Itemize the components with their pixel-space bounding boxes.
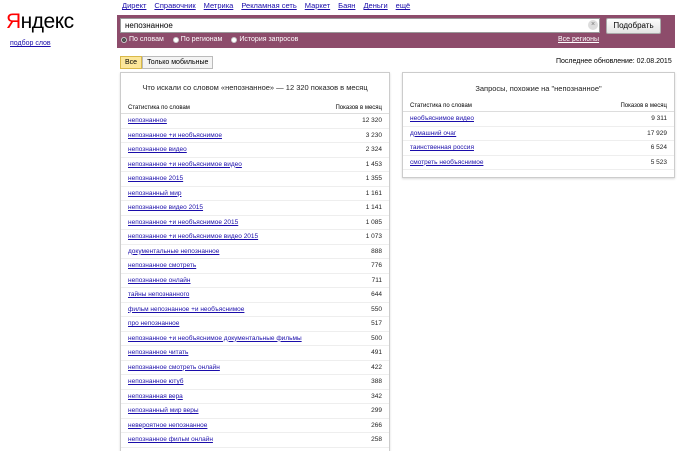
impressions-count: 3 230 (365, 131, 382, 139)
table-row (121, 433, 389, 448)
phrase-link[interactable]: непознанная вера (128, 392, 183, 400)
phrase-link[interactable]: домашний очаг (410, 129, 457, 137)
impressions-count: 711 (371, 276, 382, 284)
impressions-count: 9 311 (651, 115, 667, 122)
impressions-count: 299 (371, 407, 382, 414)
phrase-link[interactable]: непознанный мир веры (128, 407, 199, 414)
impressions-count: 342 (371, 392, 382, 400)
impressions-count: 5 523 (650, 158, 667, 166)
nav-link[interactable]: Директ (122, 1, 147, 10)
top-navigation (122, 1, 410, 10)
table-row (121, 230, 389, 245)
impressions-count: 1 161 (365, 189, 382, 197)
phrase-link[interactable]: непознанное видео (128, 146, 187, 153)
impressions-count: 776 (371, 262, 382, 269)
phrase-link[interactable]: непознанное (128, 117, 167, 124)
logo-letter: Я (6, 10, 21, 33)
impressions-count: 6 524 (650, 144, 667, 151)
stats-table (121, 114, 389, 448)
search-bar (117, 15, 675, 48)
phrase-link[interactable]: непознанное +и необъяснимое видео (128, 160, 242, 168)
search-mode-radio[interactable] (173, 36, 223, 43)
table-row (121, 259, 389, 274)
phrase-link[interactable]: непознанное +и необъяснимое 2015 (128, 218, 239, 226)
table-row (121, 172, 389, 187)
impressions-count: 422 (371, 363, 382, 371)
search-input[interactable]: непознанное (120, 18, 600, 33)
radio-dot-icon (231, 37, 237, 43)
table-row (121, 245, 389, 260)
column-header-words: Статистика по словам (410, 103, 472, 109)
table-row (121, 216, 389, 231)
table-row (121, 303, 389, 318)
column-header-words: Статистика по словам (128, 105, 190, 111)
search-button[interactable]: Подобрать (606, 18, 661, 34)
nav-link[interactable]: Рекламная сеть (241, 1, 297, 10)
panel-title: Что искали со словом «непознанное» — 12 320 показов в месяц (142, 83, 368, 92)
last-updated: Последнее обновление: 02.08.2015 (556, 58, 672, 65)
phrase-link[interactable]: непознанное читать (128, 349, 189, 356)
phrase-link[interactable]: непознанное видео 2015 (128, 204, 204, 211)
phrase-link[interactable]: непознанный мир (128, 189, 182, 197)
impressions-count: 1 355 (365, 175, 382, 182)
impressions-count: 500 (371, 334, 382, 342)
table-row (121, 317, 389, 332)
impressions-count: 2 324 (365, 146, 382, 153)
table-row (121, 158, 389, 173)
table-row (121, 274, 389, 289)
phrase-link[interactable]: непознанное +и необъяснимое (128, 131, 222, 139)
table-row (121, 114, 389, 129)
table-header (121, 105, 389, 114)
table-header (403, 103, 674, 112)
search-mode-radio[interactable] (231, 36, 298, 43)
table-row (403, 127, 674, 142)
table-row (121, 288, 389, 303)
table-row (121, 129, 389, 144)
phrase-link[interactable]: непознанное смотреть (128, 262, 197, 269)
panel-title: Запросы, похожие на "непознанное" (475, 84, 602, 93)
phrase-link[interactable]: документальные непознанное (128, 247, 220, 255)
phrase-link[interactable]: непознанное смотреть онлайн (128, 363, 220, 371)
impressions-count: 550 (371, 305, 382, 313)
impressions-count: 1 073 (365, 233, 382, 240)
similar-table (403, 112, 674, 170)
table-row (121, 404, 389, 419)
nav-link[interactable]: Метрика (203, 1, 234, 10)
table-row (121, 187, 389, 202)
column-header-impressions: Показов в месяц (620, 103, 667, 109)
table-row (403, 141, 674, 156)
table-row (121, 143, 389, 158)
yandex-logo[interactable] (6, 10, 74, 34)
column-header-impressions: Показов в месяц (335, 105, 382, 111)
table-row (121, 332, 389, 347)
nav-link[interactable]: Маркет (304, 1, 331, 10)
phrase-link[interactable]: непознанное +и необъяснимое документальные фильмы (128, 334, 302, 342)
phrase-link[interactable]: тайны непознанного (128, 291, 190, 298)
table-row (121, 346, 389, 361)
impressions-count: 388 (371, 378, 382, 385)
phrase-link[interactable]: фильм непознанное +и необъяснимое (128, 305, 245, 313)
search-mode-radios (121, 36, 298, 43)
phrase-link[interactable]: непознанное онлайн (128, 276, 191, 284)
radio-label: По регионам (180, 36, 223, 43)
all-regions-link[interactable]: Все регионы (558, 36, 600, 43)
logo-rest: ндекс (20, 10, 74, 33)
radio-label: История запросов (239, 36, 299, 43)
impressions-count: 644 (371, 291, 382, 298)
phrase-link[interactable]: про непознанное (128, 320, 180, 327)
impressions-count: 491 (371, 349, 382, 356)
tab-mobile-only[interactable]: Только мобильные (142, 56, 213, 69)
similar-queries-panel (402, 72, 675, 178)
device-tabs (120, 56, 213, 69)
radio-label: По словам (129, 36, 164, 43)
phrase-link[interactable]: необъяснимое видео (410, 115, 474, 122)
nav-link[interactable]: Баян (338, 1, 356, 10)
impressions-count: 258 (371, 436, 382, 443)
impressions-count: 517 (371, 320, 382, 327)
phrase-link[interactable]: таинственная россия (410, 144, 474, 151)
phrase-link[interactable]: непознанное ютуб (128, 378, 184, 385)
table-row (403, 112, 674, 127)
nav-link[interactable]: Справочник (154, 1, 196, 10)
phrase-link[interactable]: непознанное +и необъяснимое видео 2015 (128, 233, 259, 240)
impressions-count: 888 (371, 247, 382, 255)
table-row (121, 390, 389, 405)
radio-dot-icon (173, 37, 179, 43)
impressions-count: 1 141 (365, 204, 382, 211)
table-row (121, 201, 389, 216)
impressions-count: 12 320 (362, 117, 382, 124)
impressions-count: 1 453 (365, 160, 382, 168)
table-row (121, 375, 389, 390)
phrase-link[interactable]: непознанное фильм онлайн (128, 436, 213, 443)
search-stats-panel (120, 72, 390, 451)
tab-all[interactable]: Все (120, 56, 142, 69)
impressions-count: 1 085 (365, 218, 382, 226)
impressions-count: 266 (371, 421, 382, 429)
search-mode-radio[interactable] (121, 36, 164, 43)
impressions-count: 17 929 (647, 129, 667, 137)
phrase-link[interactable]: смотреть необъяснимое (410, 158, 484, 166)
radio-dot-icon (121, 37, 127, 43)
phrase-link[interactable]: непознанное 2015 (128, 175, 184, 182)
clear-icon[interactable]: × (588, 20, 598, 30)
nav-link[interactable]: Деньги (363, 1, 388, 10)
phrase-link[interactable]: невероятное непознанное (128, 421, 208, 429)
table-row (403, 156, 674, 171)
nav-link[interactable]: ещё (395, 1, 411, 10)
table-row (121, 361, 389, 376)
wordstat-link[interactable]: подбор слов (10, 40, 51, 47)
table-row (121, 419, 389, 434)
